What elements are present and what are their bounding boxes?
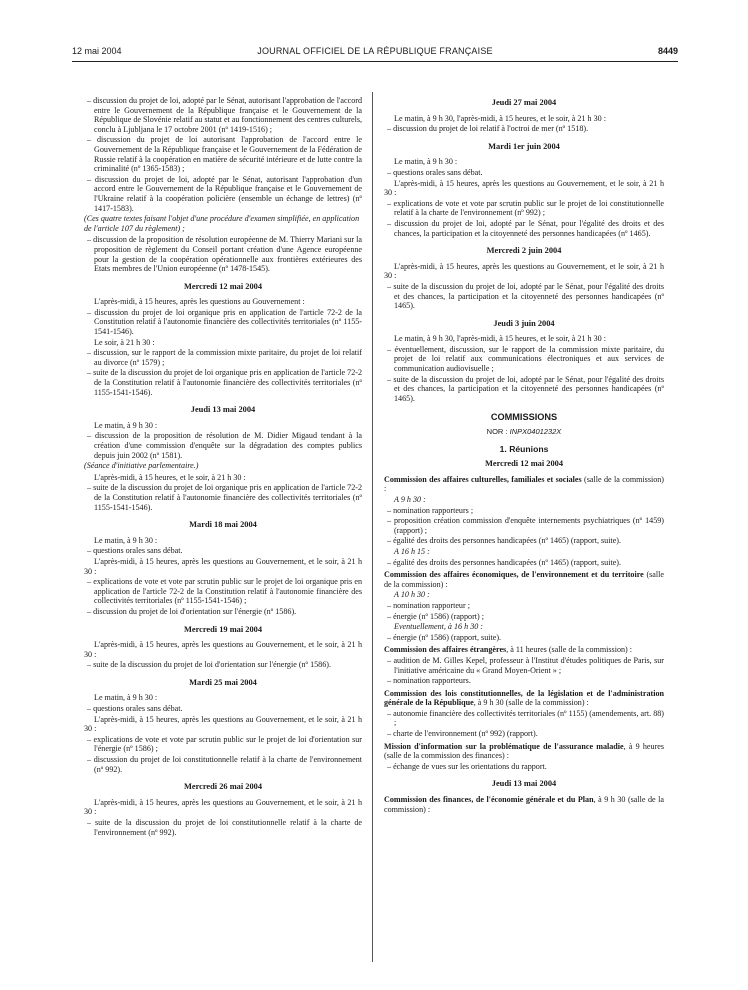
commission-name: Commission des affaires économiques, de l'environnement et du territoire: [384, 570, 644, 580]
commission-entry: [384, 475, 664, 494]
day-heading: Mercredi 12 mai 2004: [484, 459, 564, 469]
agenda-item: – discussion du projet de loi d'orientation sur l'énergie (nº 1586).: [87, 606, 297, 616]
agenda-item: – explications de vote et vote par scrutin public sur le projet de loi d'orientation sur l'énergie (nº 1586) ;: [87, 734, 362, 754]
agenda-item: – questions orales sans débat.: [87, 546, 183, 556]
agenda-item: – discussion du projet de loi autorisant l'approbation de l'accord entre le Gouvernement de la République française et le Gouvernement de la Fédération de Russie relatif à la coopération en matière de sécurité intérieure et de lutte contre la criminalité (nº 1365-1583) ;: [87, 135, 362, 174]
agenda-item: – suite de la discussion du projet de loi, adopté par le Sénat, pour l'égalité des droits et des chances, la participation et la citoyenneté des personnes handicapées (nº 1465).: [387, 281, 664, 311]
commission-entry: [384, 795, 664, 814]
commission-entry: [384, 689, 664, 708]
day-heading: Mercredi 2 juin 2004: [486, 246, 562, 256]
nor-code: INPX0401232X: [509, 427, 562, 437]
session-time: L'après-midi, à 15 heures, après les questions au Gouvernement, et le soir, à 21 h 30 :: [84, 640, 362, 659]
agenda-item: – questions orales sans débat.: [387, 167, 483, 177]
session-time: L'après-midi, à 15 heures, après les questions au Gouvernement, et le soir, à 21 h 30 :: [84, 714, 362, 734]
agenda-item: – discussion, sur le rapport de la commission mixte paritaire, du projet de loi relatif au divorce (nº 1579) ;: [87, 348, 362, 367]
day-heading: Mercredi 26 mai 2004: [183, 782, 263, 792]
commission-name: Commission des affaires culturelles, familiales et sociales: [384, 474, 582, 484]
day-heading: Jeudi 13 mai 2004: [491, 779, 557, 789]
agenda-item: – énergie (nº 1586) (rapport, suite).: [387, 632, 502, 642]
agenda-item: – égalité des droits des personnes handicapées (nº 1465) (rapport, suite).: [387, 536, 622, 546]
session-time: Le soir, à 21 h 30 :: [94, 337, 155, 347]
column-divider: [372, 92, 373, 962]
agenda-item: – égalité des droits des personnes handicapées (nº 1465) (rapport, suite).: [387, 557, 622, 567]
header-date: 12 mai 2004: [72, 46, 122, 56]
session-time: Le matin, à 9 h 30 :: [94, 420, 158, 430]
session-time: L'après-midi, à 15 heures, et le soir, à 21 h 30 :: [94, 472, 246, 482]
subsection-title: 1. Réunions: [499, 443, 549, 454]
day-heading: Mardi 1er juin 2004: [488, 141, 560, 151]
agenda-item: – charte de l'environnement (nº 992) (rapport).: [387, 729, 538, 739]
left-column: [84, 96, 362, 838]
commission-room: , à 9 heures (salle de la commission des finances) :: [384, 741, 665, 761]
session-note: (Séance d'initiative parlementaire.): [84, 461, 199, 471]
agenda-item: – discussion de la proposition de résolution de M. Didier Migaud tendant à la création d'une commission d'enquête sur la dégradation des comptes publics depuis juin 2002 (nº 1581).: [87, 431, 362, 460]
session-time: Le matin, à 9 h 30, l'après-midi, à 15 heures, et le soir, à 21 h 30 :: [394, 113, 606, 123]
agenda-item: – énergie (nº 1586) (rapport) ;: [387, 611, 484, 621]
page-header: [72, 46, 678, 60]
agenda-item: – audition de M. Gilles Kepel, professeur à l'Institut d'études politiques de Paris, sur l'initiative américaine du « Grand Moyen-Orient » ;: [387, 655, 664, 675]
section-title: COMMISSIONS: [490, 412, 558, 423]
header-rule: [72, 61, 678, 62]
procedure-note: (Ces quatre textes faisant l'objet d'une procédure d'examen simplifiée, en application de l'article 107 du règlement) ;: [84, 214, 360, 233]
nor-reference: [384, 427, 664, 437]
commission-name: Commission des lois constitutionnelles, de la législation et de l'administration générale de la République: [384, 688, 664, 708]
agenda-item: – suite de la discussion du projet de loi constitutionnelle relatif à la charte de l'environnement (nº 992).: [87, 818, 362, 837]
commission-room: , à 9 h 30 (salle de la commission) :: [473, 698, 589, 708]
session-time: L'après-midi, à 15 heures, après les questions au Gouvernement, et le soir, à 21 h 30 :: [84, 797, 362, 817]
agenda-item: – échange de vues sur les orientations du rapport.: [387, 761, 547, 771]
nor-label: NOR :: [486, 427, 508, 437]
meeting-time: A 10 h 30 :: [394, 590, 430, 600]
day-heading: Jeudi 13 mai 2004: [190, 405, 256, 415]
agenda-item: – discussion du projet de loi, adopté par le Sénat, autorisant l'approbation d'un accord entre le Gouvernement de la République française et le Gouvernement de l'Ukraine relatif à la coopération policière (ensemble un échange de lettres) (nº 1417-1583).: [87, 174, 362, 213]
day-heading: Mardi 18 mai 2004: [189, 520, 257, 530]
commission-room: , à 11 heures (salle de la commission) :: [506, 645, 633, 655]
commission-room: (salle de la commission) :: [384, 570, 664, 589]
commission-entry: [384, 645, 664, 655]
agenda-item: – nomination rapporteurs.: [387, 676, 471, 686]
session-time: Le matin, à 9 h 30 :: [94, 535, 158, 545]
agenda-item: – nomination rapporteurs ;: [387, 505, 474, 515]
session-time: L'après-midi, à 15 heures, après les questions au Gouvernement :: [94, 297, 305, 307]
day-heading: Mercredi 19 mai 2004: [183, 624, 263, 634]
commission-name: Mission d'information sur la problématique de l'assurance maladie: [384, 741, 624, 751]
agenda-item: – discussion du projet de loi organique pris en application de l'article 72-2 de la Constitution relatif à l'autonomie financière des collectivités territoriales (nº 1155-1541-1546).: [87, 307, 362, 337]
right-column: [384, 96, 664, 815]
agenda-item: – discussion du projet de loi constitutionnelle relatif à la charte de l'environnement (nº 992).: [87, 755, 362, 774]
session-time: Le matin, à 9 h 30, l'après-midi, à 15 heures, et le soir, à 21 h 30 :: [394, 334, 606, 344]
agenda-item: – proposition création commission d'enquête internements psychiatriques (nº 1459) (rapport) ;: [387, 516, 664, 535]
agenda-item: – éventuellement, discussion, sur le rapport de la commission mixte paritaire, du projet de loi relatif aux communications électroniques et aux services de communication audiovisuelle ;: [387, 344, 664, 374]
commission-entry: [384, 570, 664, 589]
page-number: 8449: [657, 46, 678, 56]
session-time: Le matin, à 9 h 30 :: [394, 157, 458, 167]
agenda-item: – discussion du projet de loi, adopté par le Sénat, pour l'égalité des droits et des chances, la participation et la citoyenneté des personnes handicapées (nº 1465).: [387, 218, 664, 238]
commission-entry: [384, 742, 664, 761]
agenda-item: – explications de vote et vote par scrutin public sur le projet de loi organique pris en application de l'article 72-2 de la Constitution relatif à l'autonomie financière des collectivités territoriales (nº 1155-1541-1546) ;: [87, 577, 362, 606]
commission-room: (salle de la commission) :: [384, 474, 665, 494]
agenda-item: – autonomie financière des collectivités territoriales (nº 1155) (amendements, art. 88) ;: [387, 708, 664, 728]
agenda-item: – discussion du projet de loi, adopté par le Sénat, autorisant l'approbation de l'accord entre le Gouvernement de la République française et le Gouvernement de la République de Slovénie relatif au statut et au fonctionnement des centres culturels, conclu à Ljubljana le 17 octobre 2001 (nº 1419-1516) ;: [87, 96, 362, 134]
agenda-item: – discussion de la proposition de résolution européenne de M. Thierry Mariani sur la proposition de règlement du Conseil portant création d'une Agence européenne pour la gestion de la coopération opérationnelle aux frontières extérieures des Etats membres de l'Union européenne (nº 1478-1545).: [87, 235, 362, 274]
day-heading: Jeudi 27 mai 2004: [491, 98, 557, 107]
commission-room: , à 9 h 30 (salle de la commission) :: [384, 795, 664, 814]
agenda-item: – suite de la discussion du projet de loi d'orientation sur l'énergie (nº 1586).: [87, 660, 331, 670]
agenda-item: – discussion du projet de loi relatif à l'octroi de mer (nº 1518).: [387, 124, 589, 134]
session-time: L'après-midi, à 15 heures, après les questions au Gouvernement, et le soir, à 21 h 30 :: [384, 178, 664, 198]
meeting-time: Eventuellement, à 16 h 30 :: [394, 622, 484, 632]
meeting-time: A 9 h 30 :: [394, 495, 426, 504]
agenda-item: – suite de la discussion du projet de loi organique pris en application de l'article 72-2 de la Constitution relatif à l'autonomie financière des collectivités territoriales (nº 1155-1541-1546).: [87, 483, 362, 512]
day-heading: Mercredi 12 mai 2004: [183, 281, 263, 291]
meeting-time: A 16 h 15 :: [394, 546, 430, 556]
day-heading: Mardi 25 mai 2004: [189, 677, 257, 687]
session-time: L'après-midi, à 15 heures, après les questions au Gouvernement, et le soir, à 21 h 30 :: [384, 261, 664, 281]
commission-name: Commission des affaires étrangères: [384, 645, 507, 655]
agenda-item: – suite de la discussion du projet de loi organique pris en application de l'article 72-2 de la Constitution relatif à l'autonomie financière des collectivités territoriales (nº 1155-1541-1546).: [87, 368, 362, 397]
day-heading: Jeudi 3 juin 2004: [493, 318, 555, 328]
commission-name: Commission des finances, de l'économie générale et du Plan: [384, 795, 594, 805]
journal-title: JOURNAL OFFICIEL DE LA RÉPUBLIQUE FRANÇAISE: [257, 46, 493, 56]
agenda-item: – nomination rapporteur ;: [387, 600, 470, 610]
agenda-item: – questions orales sans débat.: [87, 704, 183, 714]
agenda-item: – explications de vote et vote par scrutin public sur le projet de loi constitutionnelle relatif à la charte de l'environnement (nº 992) ;: [387, 198, 664, 218]
agenda-item: – suite de la discussion du projet de loi, adopté par le Sénat, pour l'égalité des droits et des chances, la participation et la citoyenneté des personnes handicapées (nº 1465).: [387, 374, 664, 403]
session-time: L'après-midi, à 15 heures, après les questions au Gouvernement, et le soir, à 21 h 30 :: [84, 556, 362, 576]
session-time: Le matin, à 9 h 30 :: [94, 693, 158, 703]
